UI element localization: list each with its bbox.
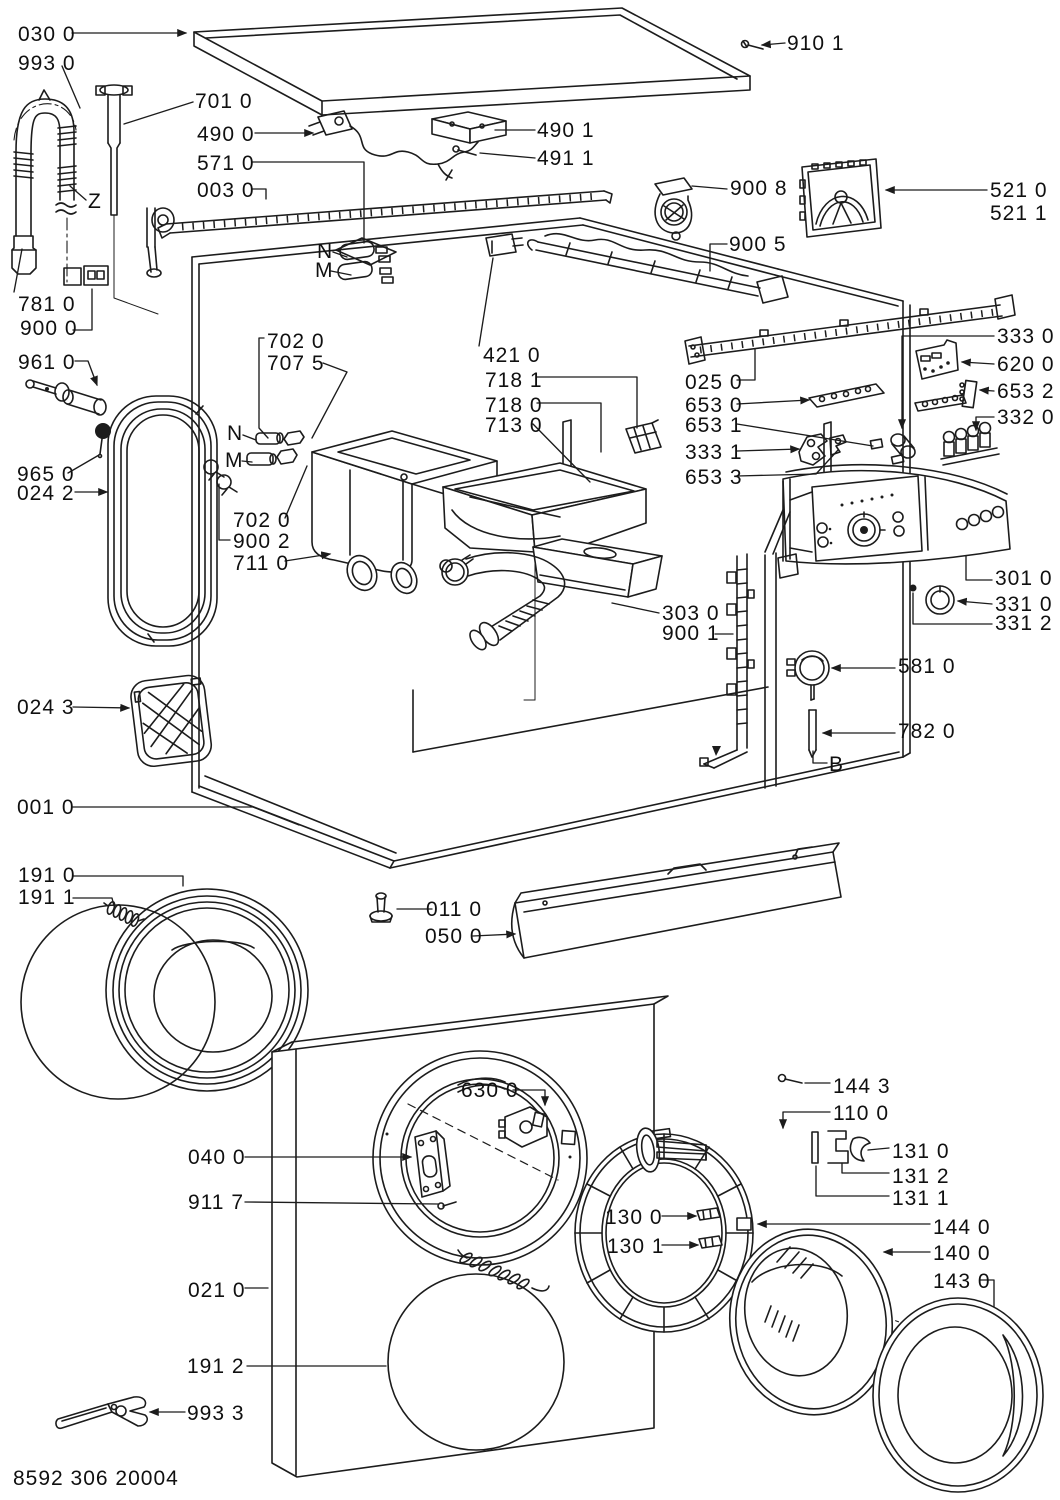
leader-line xyxy=(962,362,994,364)
drawer-front-art xyxy=(533,539,662,597)
part-callout-m: M xyxy=(225,449,244,472)
part-callout-900-1: 900 1 xyxy=(662,622,720,645)
leader-line xyxy=(75,361,97,385)
leader-line xyxy=(913,593,992,624)
leader-line xyxy=(816,1166,889,1196)
part-callout-781-0: 781 0 xyxy=(18,293,76,316)
leader-line xyxy=(331,271,351,275)
part-callout-571-0: 571 0 xyxy=(197,152,255,175)
leader-line xyxy=(253,189,266,199)
part-callout-718-1: 718 1 xyxy=(485,369,543,392)
leader-line xyxy=(783,1112,830,1128)
part-callout-900-0: 900 0 xyxy=(20,317,78,340)
part-callout-653-2: 653 2 xyxy=(997,380,1055,403)
part-callout-718-0: 718 0 xyxy=(485,394,543,417)
leader-line xyxy=(868,1148,889,1150)
part-callout-702-0: 702 0 xyxy=(233,509,291,532)
drawer-tray-art xyxy=(443,420,661,552)
part-callout-191-2: 191 2 xyxy=(187,1355,245,1378)
part-callout-140-0: 140 0 xyxy=(933,1242,991,1265)
part-callout-965-0: 965 0 xyxy=(17,463,75,486)
part-callout-040-0: 040 0 xyxy=(188,1146,246,1169)
part-callout-z: Z xyxy=(88,190,102,213)
part-callout-910-1: 910 1 xyxy=(787,32,845,55)
part-callout-144-0: 144 0 xyxy=(933,1216,991,1239)
part-callout-030-0: 030 0 xyxy=(18,23,76,46)
part-callout-993-0: 993 0 xyxy=(18,52,76,75)
part-callout-025-0: 025 0 xyxy=(685,371,743,394)
part-callout-711-0: 711 0 xyxy=(233,552,289,575)
part-callout-521-1: 521 1 xyxy=(990,202,1048,225)
part-callout-191-1: 191 1 xyxy=(18,886,76,909)
harness-channel-art xyxy=(700,554,754,768)
leader-line xyxy=(710,244,727,271)
leader-line xyxy=(73,807,299,825)
part-callout-581-0: 581 0 xyxy=(898,655,956,678)
connector-421-art xyxy=(486,234,523,256)
part-callout-191-0: 191 0 xyxy=(18,864,76,887)
part-callout-490-1: 490 1 xyxy=(537,119,595,142)
part-callout-131-2: 131 2 xyxy=(892,1165,950,1188)
part-callout-003-0: 003 0 xyxy=(197,179,255,202)
screw-910-art xyxy=(742,41,764,50)
part-callout-653-1: 653 1 xyxy=(685,414,743,437)
part-callout-130-0: 130 0 xyxy=(605,1206,663,1229)
gasket-art xyxy=(21,889,308,1099)
part-callout-900-2: 900 2 xyxy=(233,530,291,553)
part-callout-144-3: 144 3 xyxy=(833,1075,891,1098)
part-callout-n: N xyxy=(227,422,244,445)
door-seal-art xyxy=(108,396,217,646)
part-callout-421-0: 421 0 xyxy=(483,344,541,367)
part-callout-900-5: 900 5 xyxy=(729,233,787,256)
control-module-art xyxy=(800,159,881,237)
leader-line xyxy=(537,403,601,452)
leader-line xyxy=(842,1163,889,1173)
part-callout-024-3: 024 3 xyxy=(17,696,75,719)
part-callout-961-0: 961 0 xyxy=(18,351,76,374)
part-callout-001-0: 001 0 xyxy=(17,796,75,819)
leader-line xyxy=(976,417,994,430)
part-callout-701-0: 701 0 xyxy=(195,90,253,113)
part-callout-900-8: 900 8 xyxy=(730,177,788,200)
leader-line xyxy=(242,461,252,462)
thermostat-900-8-art xyxy=(655,178,692,240)
leader-line xyxy=(70,186,86,200)
part-callout-303-0: 303 0 xyxy=(662,602,720,625)
document-code: 8592 306 20004 xyxy=(13,1467,179,1490)
vent-grille-art xyxy=(129,674,213,768)
power-cord-art xyxy=(309,111,506,180)
part-callout-021-0: 021 0 xyxy=(188,1279,246,1302)
inlet-adapter-art xyxy=(96,85,158,314)
leader-line xyxy=(124,102,193,124)
part-callout-110-0: 110 0 xyxy=(833,1102,889,1125)
part-callout-011-0: 011 0 xyxy=(426,898,482,921)
top-panel-art xyxy=(194,8,750,115)
leader-line xyxy=(958,601,992,604)
part-callout-131-0: 131 0 xyxy=(892,1140,950,1163)
part-callout-n: N xyxy=(317,240,334,263)
part-callout-131-1: 131 1 xyxy=(892,1187,950,1210)
wrench-tool-art xyxy=(56,1397,147,1428)
part-callout-653-0: 653 0 xyxy=(685,394,743,417)
leader-line xyxy=(762,43,785,45)
part-callout-707-5: 707 5 xyxy=(267,352,325,375)
part-callout-024-2: 024 2 xyxy=(17,482,75,505)
leader-line xyxy=(980,390,994,391)
leader-line xyxy=(480,153,535,158)
control-panel-art xyxy=(765,465,1010,578)
leader-line xyxy=(737,400,809,404)
part-callout-332-0: 332 0 xyxy=(997,406,1055,429)
part-callout-333-1: 333 1 xyxy=(685,441,743,464)
leader-line xyxy=(73,876,183,886)
part-callout-130-1: 130 1 xyxy=(607,1235,665,1258)
part-callout-620-0: 620 0 xyxy=(997,353,1055,376)
part-callout-490-0: 490 0 xyxy=(197,123,255,146)
leader-line xyxy=(612,603,659,613)
leader-line xyxy=(253,162,364,243)
part-callout-911-7: 911 7 xyxy=(188,1191,244,1214)
leader-line xyxy=(479,258,493,346)
part-callout-301-0: 301 0 xyxy=(995,567,1053,590)
leader-line xyxy=(966,556,992,580)
leader-line xyxy=(737,424,873,446)
part-callout-521-0: 521 0 xyxy=(990,179,1048,202)
part-callout-653-3: 653 3 xyxy=(685,466,743,489)
part-callout-m: M xyxy=(315,259,334,282)
part-callout-333-0: 333 0 xyxy=(997,325,1055,348)
part-callout-491-1: 491 1 xyxy=(537,147,595,170)
part-callout-630-0: 630 0 xyxy=(461,1079,519,1102)
part-callout-331-0: 331 0 xyxy=(995,593,1053,616)
part-callout-713-0: 713 0 xyxy=(485,414,543,437)
part-callout-702-0: 702 0 xyxy=(267,330,325,353)
part-callout-993-3: 993 3 xyxy=(187,1402,245,1425)
part-callout-331-2: 331 2 xyxy=(995,612,1053,635)
part-callout-050-0: 050 0 xyxy=(425,925,483,948)
part-callout-782-0: 782 0 xyxy=(898,720,956,743)
leader-line xyxy=(692,186,727,189)
leader-line xyxy=(73,707,129,708)
leader-line xyxy=(737,449,799,451)
part-callout-143-0: 143 0 xyxy=(933,1270,991,1293)
tap-valve-art xyxy=(147,208,174,277)
leader-line xyxy=(243,435,256,440)
part-callout-b: B xyxy=(829,753,845,776)
